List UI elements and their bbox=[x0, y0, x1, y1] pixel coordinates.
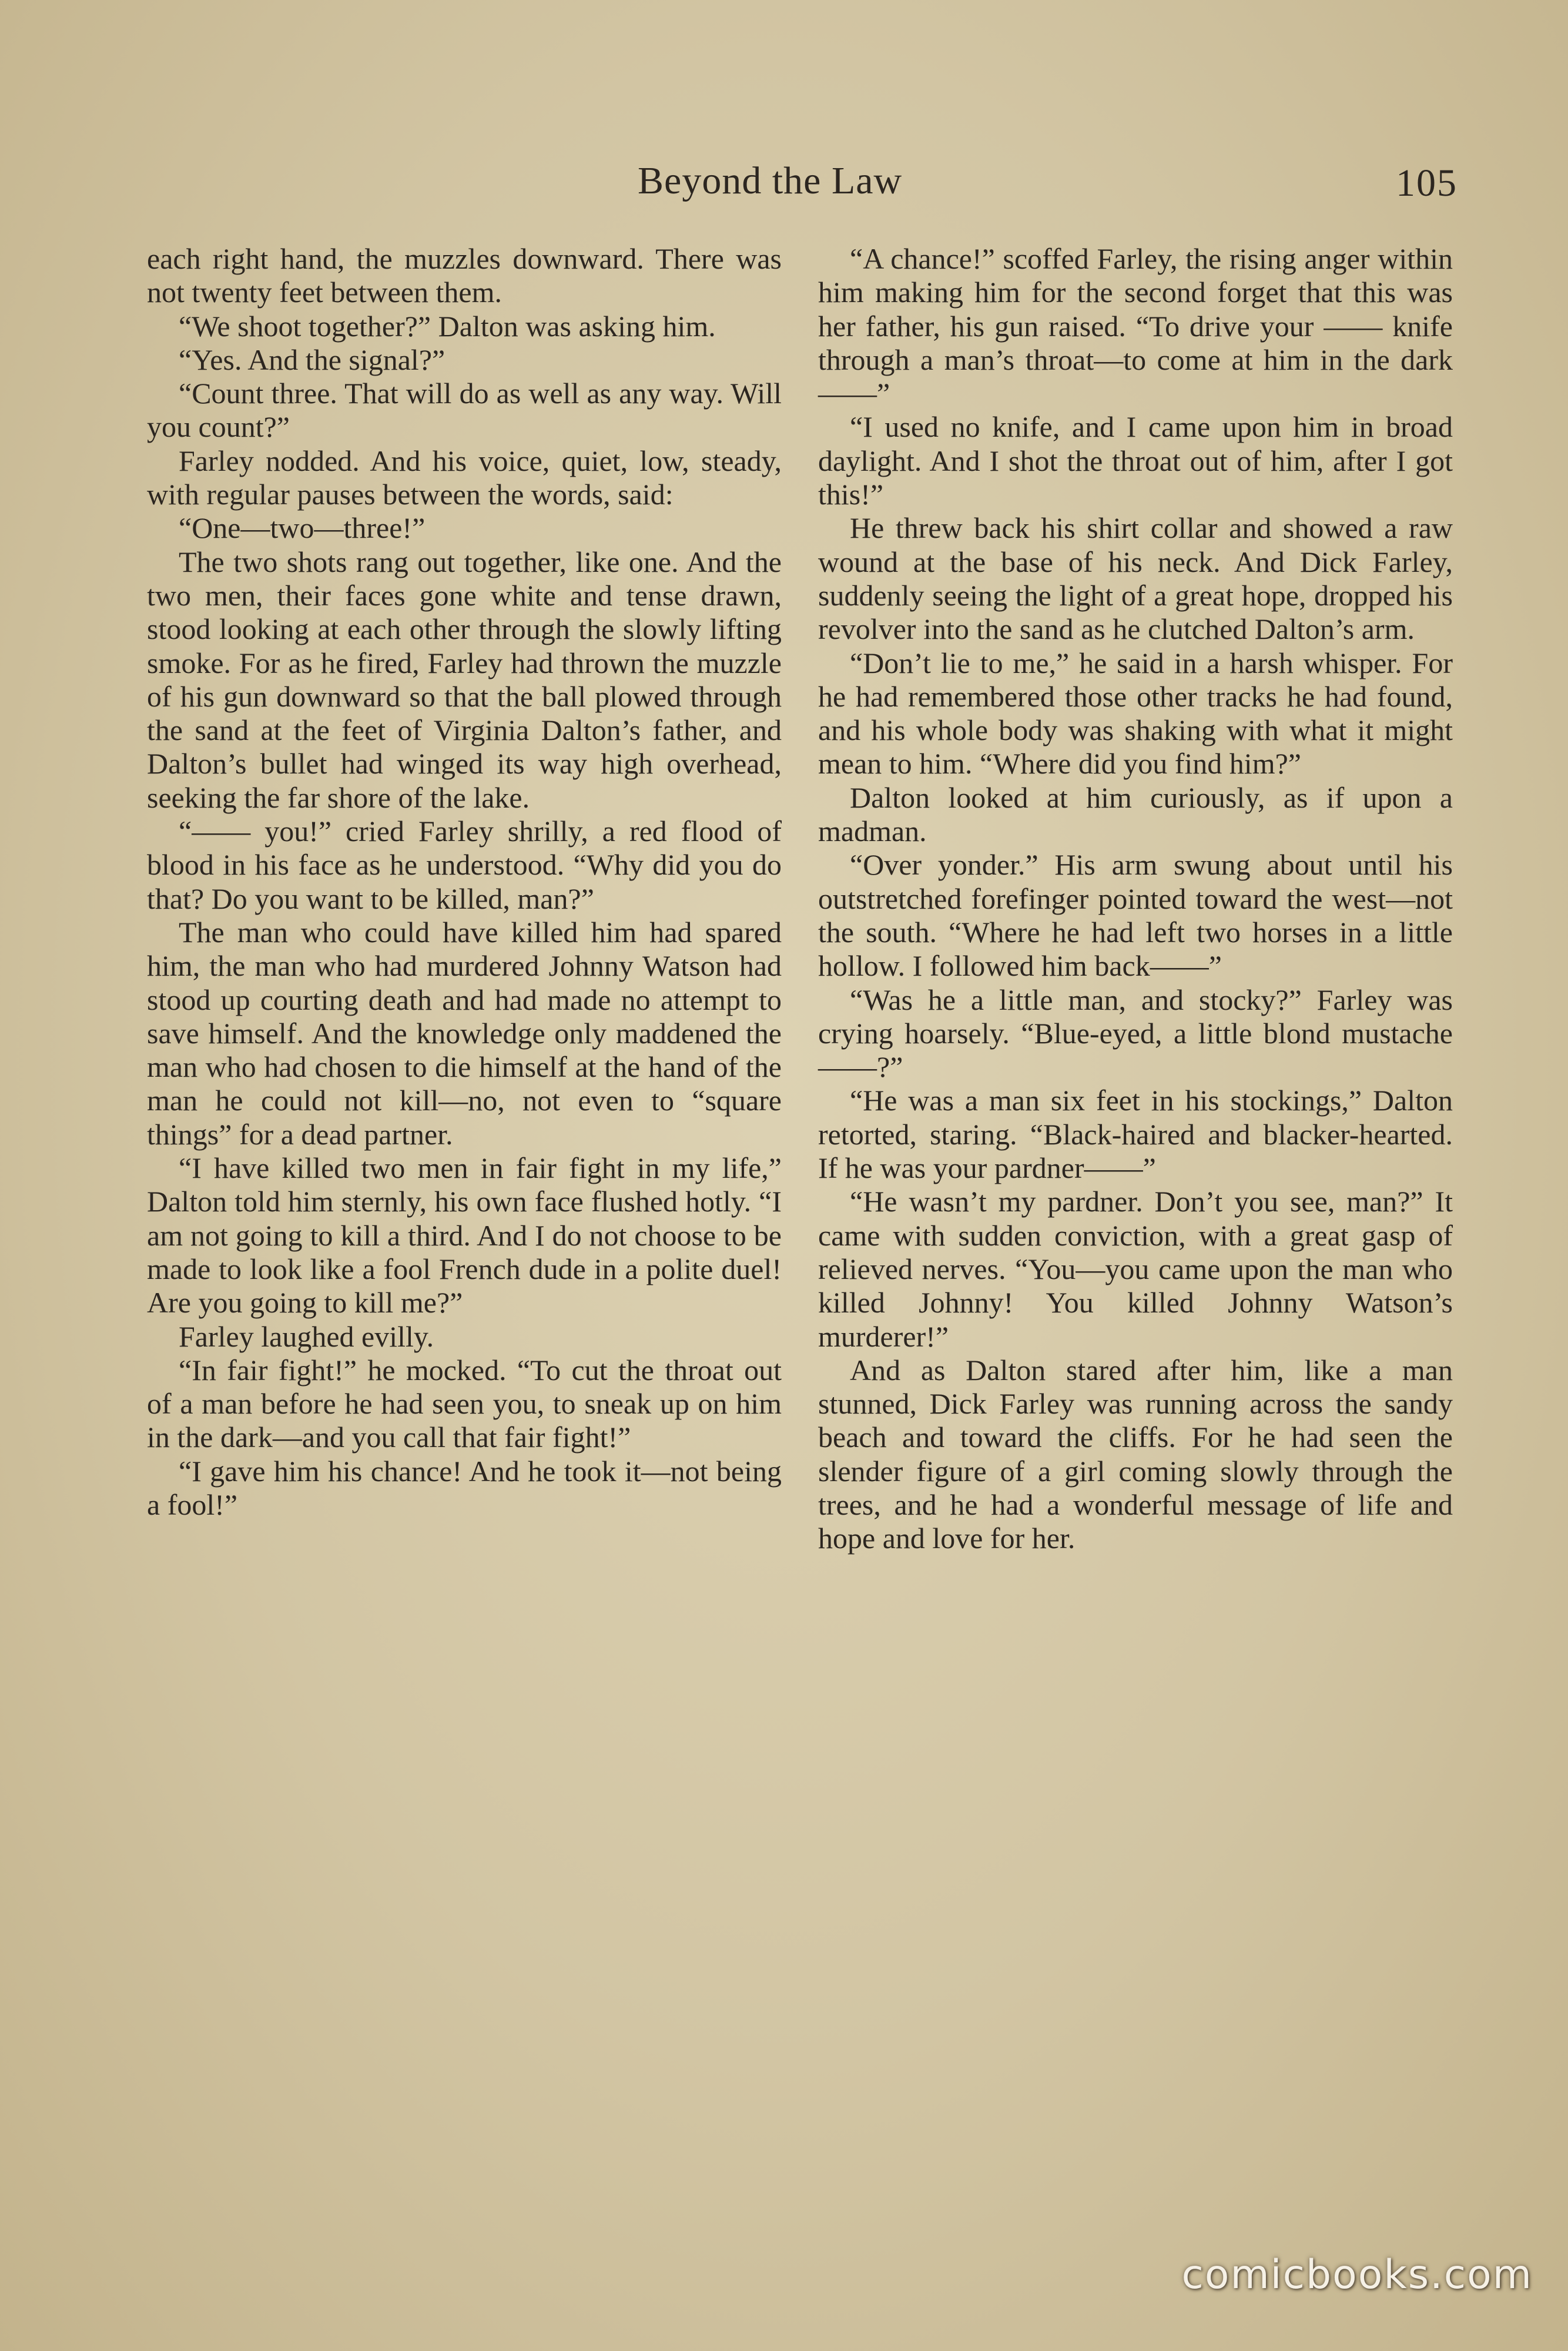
paragraph: “Count three. That will do as well as any way. Will you count?” bbox=[147, 377, 782, 444]
paragraph: “Yes. And the signal?” bbox=[179, 343, 445, 376]
paragraph: each right hand, the muzzles downward. There was not twenty feet between them. bbox=[147, 242, 782, 309]
paragraph: The man who could have killed him had spared him, the man who had murdered Johnny Watson had stood up courting death and had made no attempt to save himself. And the knowledge only maddened the man who had chosen to die himself at the hand of the man he could not kill—no, not even to “square things” for a dead partner. bbox=[147, 915, 782, 1151]
paragraph: Dalton looked at him curiously, as if upon a madman. bbox=[818, 781, 1453, 848]
paragraph: “One—two—three!” bbox=[179, 511, 425, 545]
page-number: 105 bbox=[1396, 162, 1458, 205]
paragraph: Farley laughed evilly. bbox=[179, 1319, 434, 1353]
paragraph: “Was he a little man, and stocky?” Farley was crying hoarsely. “Blue-eyed, a little blond mustache——?” bbox=[818, 983, 1453, 1084]
paragraph: He threw back his shirt collar and showed a raw wound at the base of his neck. And Dick Farley, suddenly seeing the light of a great hope, dropped his revolver into the sand as he clutched Dalton’s arm. bbox=[818, 511, 1453, 646]
paragraph: “A chance!” scoffed Farley, the rising anger within him making him for the second forget that this was her father, his gun raised. “To drive your —— knife through a man’s throat—to come at him in the dark——” bbox=[818, 242, 1453, 410]
paragraph: “He wasn’t my pardner. Don’t you see, man?” It came with sudden conviction, with a great gasp of relieved nerves. “You—you came upon the man who killed Johnny! You killed Johnny Watson’s murderer!” bbox=[818, 1185, 1453, 1353]
paragraph: “Don’t lie to me,” he said in a harsh whisper. For he had remembered those other tracks he had found, and his whole body was shaking with what it might mean to him. “Where did you find him?” bbox=[818, 646, 1453, 781]
watermark: comicbooks.com bbox=[1181, 2251, 1533, 2298]
paragraph: “He was a man six feet in his stockings,” Dalton retorted, staring. “Black-haired and blacker-hearted. If he was your pardner——” bbox=[818, 1084, 1453, 1185]
page-header bbox=[147, 159, 1458, 212]
running-head: Beyond the Law bbox=[638, 159, 903, 202]
paragraph: “—— you!” cried Farley shrilly, a red flood of blood in his face as he understood. “Why did you do that? Do you want to be killed, man?” bbox=[147, 815, 782, 915]
left-text-column bbox=[147, 242, 782, 1522]
paragraph: “We shoot together?” Dalton was asking him. bbox=[179, 309, 716, 343]
paragraph: And as Dalton stared after him, like a man stunned, Dick Farley was running across the sandy beach and toward the cliffs. For he had seen the slender figure of a girl coming slowly through the trees, and he had a wonderful message of life and hope and love for her. bbox=[818, 1353, 1453, 1555]
paragraph: “I used no knife, and I came upon him in broad daylight. And I shot the throat out of him, after I got this!” bbox=[818, 410, 1453, 511]
paragraph: Farley nodded. And his voice, quiet, low, steady, with regular pauses between the words, said: bbox=[147, 444, 782, 511]
paragraph: The two shots rang out together, like one. And the two men, their faces gone white and tense drawn, stood looking at each other through the slowly lifting smoke. For as he fired, Farley had thrown the muzzle of his gun downward so that the ball plowed through the sand at the feet of Virginia Dalton’s father, and Dalton’s bullet had winged its way high overhead, seeking the far shore of the lake. bbox=[147, 545, 782, 814]
paragraph: “I gave him his chance! And he took it—not being a fool!” bbox=[147, 1454, 782, 1521]
paragraph: “Over yonder.” His arm swung about until his outstretched forefinger pointed toward the west—not the south. “Where he had left two horses in a little hollow. I followed him back——” bbox=[818, 848, 1453, 983]
paragraph: “In fair fight!” he mocked. “To cut the throat out of a man before he had seen you, to sneak up on him in the dark—and you call that fair fight!” bbox=[147, 1353, 782, 1454]
right-text-column bbox=[818, 242, 1453, 1556]
paragraph: “I have killed two men in fair fight in my life,” Dalton told him sternly, his own face flushed hotly. “I am not going to kill a third. And I do not choose to be made to look like a fool French dude in a polite duel! Are you going to kill me?” bbox=[147, 1151, 782, 1319]
